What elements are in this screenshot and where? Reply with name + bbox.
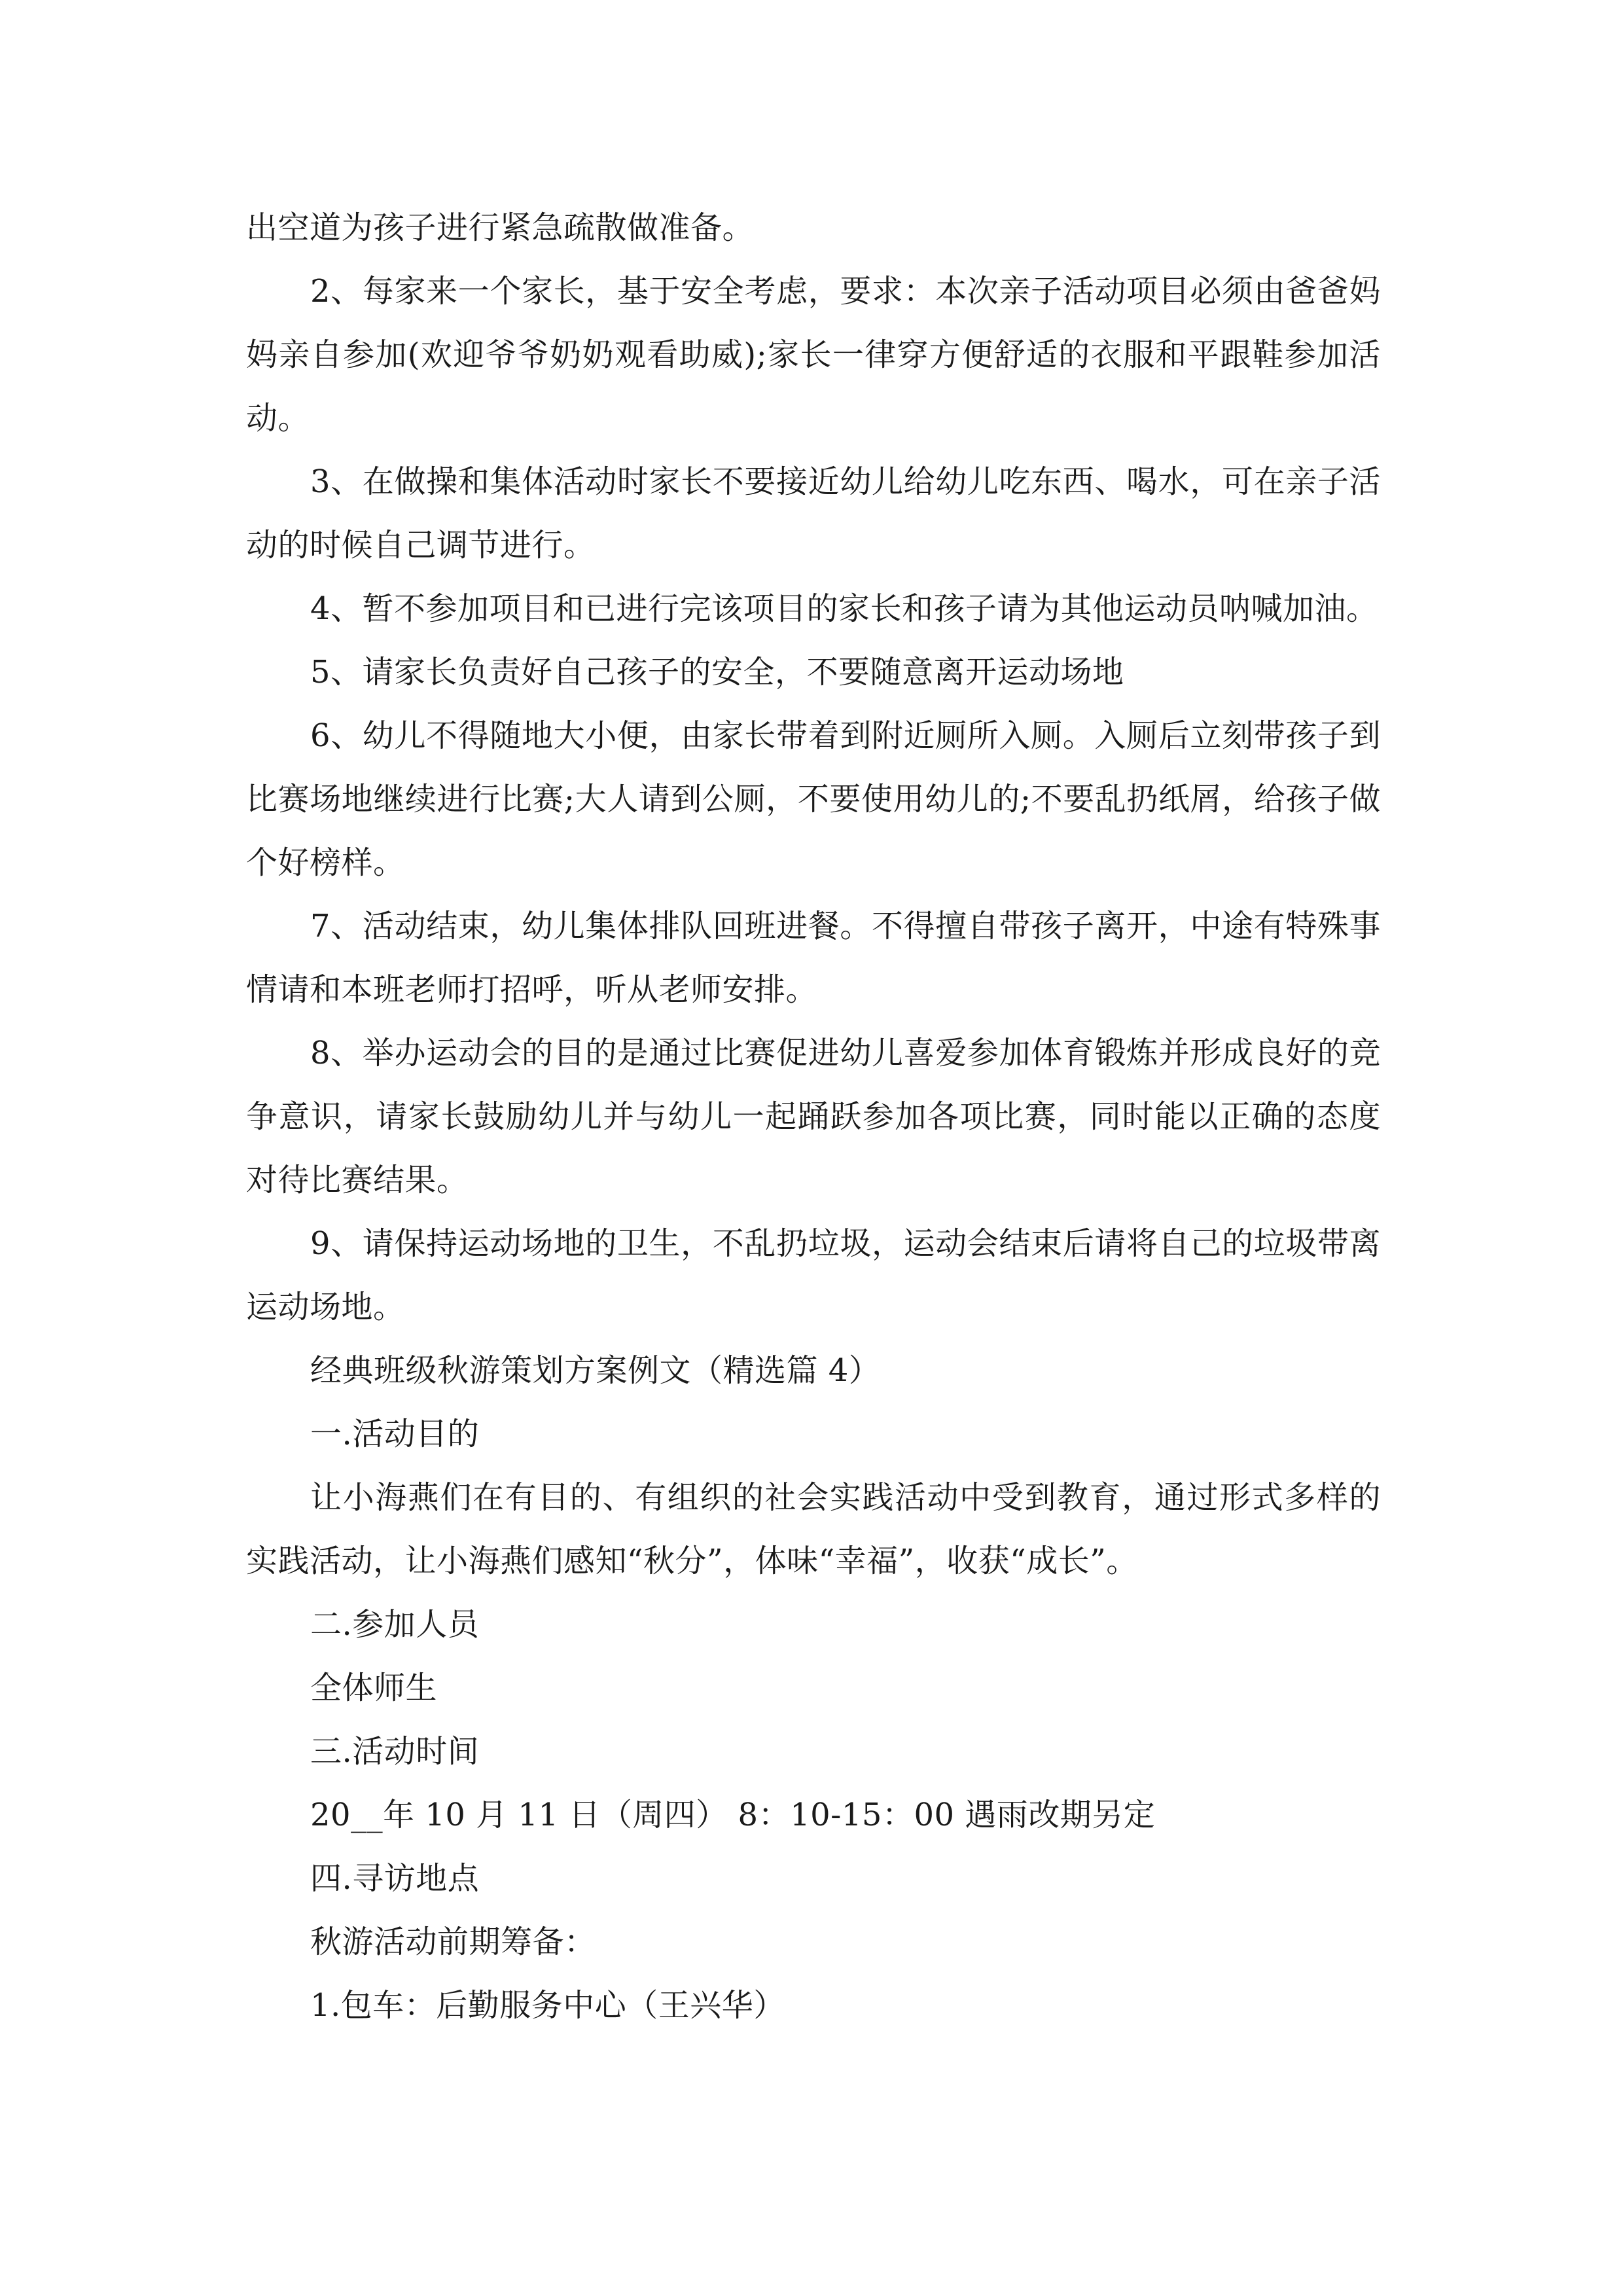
activity-time-text: 20__年 10 月 11 日（周四） 8：10-15：00 遇雨改期另定 [310,1797,1156,1833]
heading-participants: 二.参加人员 [310,1606,480,1643]
rule-item-2: 2、每家来一个家长，基于安全考虑，要求：本次亲子活动项目必须由爸爸妈妈亲自参加(欢迎爷爷奶奶观看助威);家长一律穿方便舒适的衣服和平跟鞋参加活动。 [246,273,1381,437]
rule-item-5: 5、请家长负责好自己孩子的安全，不要随意离开运动场地 [310,654,1124,691]
preparation-item-1: 1.包车：后勤服务中心（王兴华） [310,1987,785,2024]
paragraph-continuation: 出空道为孩子进行紧急疏散做准备。 [246,209,755,246]
rule-item-6: 6、幼儿不得随地大小便，由家长带着到附近厕所入厕。入厕后立刻带孩子到比赛场地继续进行比赛;大人请到公厕，不要使用幼儿的;不要乱扔纸屑，给孩子做个好榜样。 [246,717,1381,881]
participants-text: 全体师生 [310,1670,438,1706]
heading-visit-location: 四.寻访地点 [310,1860,480,1897]
preparation-heading: 秋游活动前期筹备： [310,1924,596,1960]
document-body [246,196,1381,2037]
rule-item-8: 8、举办运动会的目的是通过比赛促进幼儿喜爱参加体育锻炼并形成良好的竞争意识，请家长鼓励幼儿并与幼儿一起踊跃参加各项比赛，同时能以正确的态度对待比赛结果。 [246,1035,1381,1198]
rule-item-7: 7、活动结束，幼儿集体排队回班进餐。不得擅自带孩子离开，中途有特殊事情请和本班老师打招呼，听从老师安排。 [246,908,1381,1008]
heading-activity-time: 三.活动时间 [310,1733,480,1770]
rule-item-4: 4、暂不参加项目和已进行完该项目的家长和孩子请为其他运动员呐喊加油。 [310,590,1378,627]
rule-item-9: 9、请保持运动场地的卫生，不乱扔垃圾，运动会结束后请将自己的垃圾带离运动场地。 [246,1225,1381,1325]
section-title: 经典班级秋游策划方案例文（精选篇 4） [310,1352,881,1389]
heading-activity-purpose: 一.活动目的 [310,1416,480,1452]
rule-item-3: 3、在做操和集体活动时家长不要接近幼儿给幼儿吃东西、喝水，可在亲子活动的时候自己调节进行。 [246,463,1381,564]
activity-purpose-text: 让小海燕们在有目的、有组织的社会实践活动中受到教育，通过形式多样的实践活动，让小海燕们感知“秋分”，体味“幸福”，收获“成长”。 [246,1479,1381,1579]
